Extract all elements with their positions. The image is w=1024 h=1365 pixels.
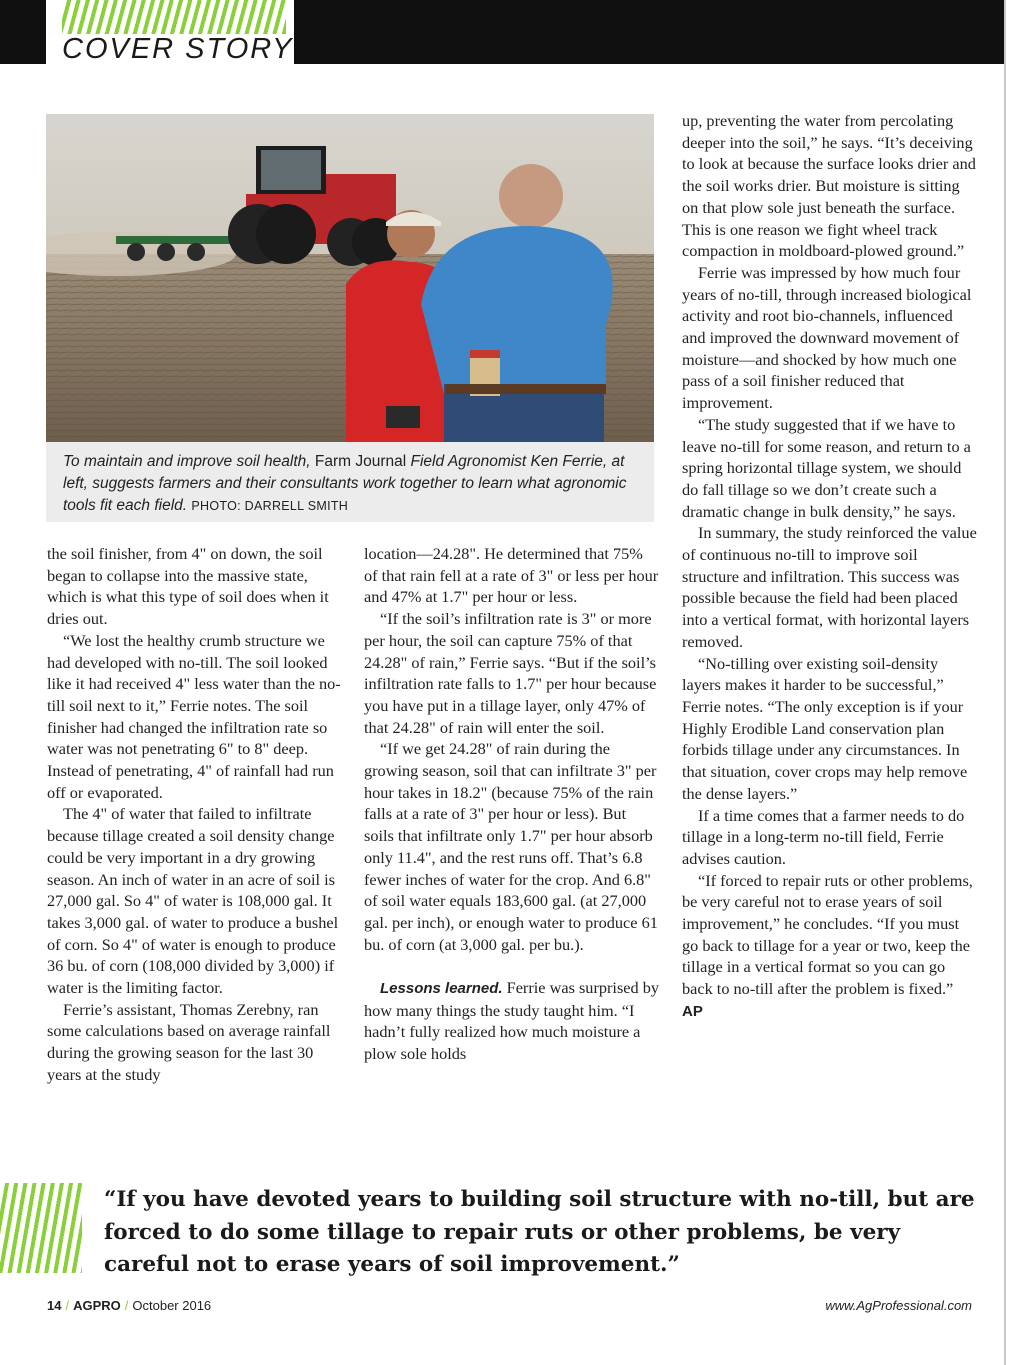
photo-caption	[63, 451, 648, 517]
section-label: COVER STORY	[62, 33, 294, 65]
page-edge	[1004, 0, 1006, 1365]
caption-plain: Farm Journal	[314, 453, 407, 470]
paragraph: “No-tilling over existing soil-density layers makes it harder to be successful,” Ferrie notes. “The only exception is if your Highly Erodible Land conservation plan forbids tillage under any circumstances. In that situation, cover crops may help remove the dense layers.”	[682, 653, 968, 803]
folio	[47, 1298, 211, 1313]
header-stripes	[62, 0, 286, 34]
paragraph: “If we get 24.28" of rain during the growing season, soil that can infiltrate 3" per hour takes in 18.2" (because 75% of the rain falls at a rate of 3" per hour or less). But soils that infiltrate only 1.7" per hour absorb only 11.4", and the rest runs off. That’s 6.8 fewer inches of water for the crop. And 6.8" of soil water equals 183,600 gal. (at 27,000 gal. per inch), or enough water to produce 61 bu. of corn (at 3,000 gal. per bu.).	[364, 739, 658, 954]
column-2	[364, 543, 659, 1065]
end-mark: AP	[682, 1002, 703, 1020]
paragraph: “The study suggested that if we have to leave no-till for some reason, and return to a spring horizontal tillage system, we should do fall tillage so we don’t create such a dramatic change in bulk density,” he says.	[682, 414, 971, 521]
paragraph: location—24.28". He determined that 75% of that rain fell at a rate of 3" or less per hour and 47% at 1.7" per hour or less.	[364, 544, 659, 607]
paragraph	[682, 870, 977, 1023]
paragraph: “If the soil’s infiltration rate is 3" or more per hour, the soil can capture 75% of that 24.28" of rain,” Ferrie says. “But if the soil’s infiltration rate falls to 1.7" per hour because you have put in a tillage layer, only 47% of that 24.28" of rain will enter the soil.	[364, 609, 657, 737]
paragraph: up, preventing the water from percolating deeper into the soil,” he says. “It’s deceiving to look at because the surface looks drier and the soil works drier. But moisture is sitting on that plow sole just beneath the surface. This is one reason we fight wheel track compaction in moldboard-plowed ground.”	[682, 111, 976, 261]
paragraph: the soil finisher, from 4" on down, the soil began to collapse into the massive state, which is what this type of soil does when it dries out.	[47, 544, 329, 629]
issue-date: October 2016	[132, 1298, 212, 1313]
caption-italic: To maintain and improve soil health,	[63, 453, 311, 470]
paragraph-text: “If forced to repair ruts or other problems, be very careful not to erase years of soil improvement,” he concludes. “If you must go back to tillage for a year or two, keep the tillage in a vertical format so you can go back to no-till after the problem is fixed.”	[682, 870, 973, 999]
paragraph: Ferrie was impressed by how much four years of no-till, through increased biological activity and root bio-channels, influenced and improved the downward movement of moisture—and shocked by how much one pass of a soil finisher reduced that improvement.	[682, 262, 972, 413]
photo-credit: PHOTO: DARRELL SMITH	[191, 499, 349, 513]
caption-italic-2: Field Agronomist Ken Ferrie, at left, suggests farmers and their consultants work together to learn what agronomic tools fit each field.	[63, 453, 627, 514]
paragraph-text: Ferrie was surprised by how many things the study taught him. “I hadn’t fully realized how much moisture a plow sole holds	[364, 978, 660, 1064]
website-url: www.AgProfessional.com	[825, 1298, 972, 1313]
subhead-runin: Lessons learned.	[380, 980, 503, 998]
pull-quote: “If you have devoted years to building soil structure with no-till, but are forced to do some tillage to repair ruts or other problems, be very careful not to erase years of soil improvement.”	[104, 1187, 975, 1277]
paragraph: The 4" of water that failed to infiltrate because tillage created a soil density change could be very important in a dry growing season. An inch of water in an acre of soil is 27,000 gal. So 4" of water is 108,000 gal. It takes 3,000 gal. of water to produce a bushel of corn. So 4" of water is enough to produce 36 bu. of corn (108,000 divided by 3,000) if water is the limiting factor.	[47, 804, 339, 998]
magazine-name: AGPRO	[73, 1298, 121, 1313]
folio-separator: /	[65, 1298, 70, 1313]
paragraph: Ferrie’s assistant, Thomas Zerebny, ran some calculations based on average rainfall during the growing season for the last 30 years at the study	[47, 999, 331, 1084]
paragraph: If a time comes that a farmer needs to do tillage in a long-term no-till field, Ferrie advises caution.	[682, 805, 965, 868]
column-3	[682, 110, 977, 1023]
pullquote-stripes	[0, 1183, 82, 1273]
folio-separator: /	[124, 1298, 129, 1313]
column-1	[47, 543, 342, 1086]
paragraph: “We lost the healthy crumb structure we had developed with no-till. The soil looked like it had received 4" less water than the no-till soil next to it,” Ferrie notes. The soil finisher had changed the infiltration rate so water was not penetrating 6" to 8" deep. Instead of penetrating, 4" of rainfall had run off or evaporated.	[47, 630, 341, 802]
page-number: 14	[47, 1298, 62, 1313]
cover-photo	[46, 114, 654, 442]
paragraph: In summary, the study reinforced the value of continuous no-till to improve soil structure and infiltration. This success was possible because the field had been placed into a vertical format, with horizontal layers removed.	[682, 523, 977, 651]
paragraph-runin	[364, 977, 659, 1065]
